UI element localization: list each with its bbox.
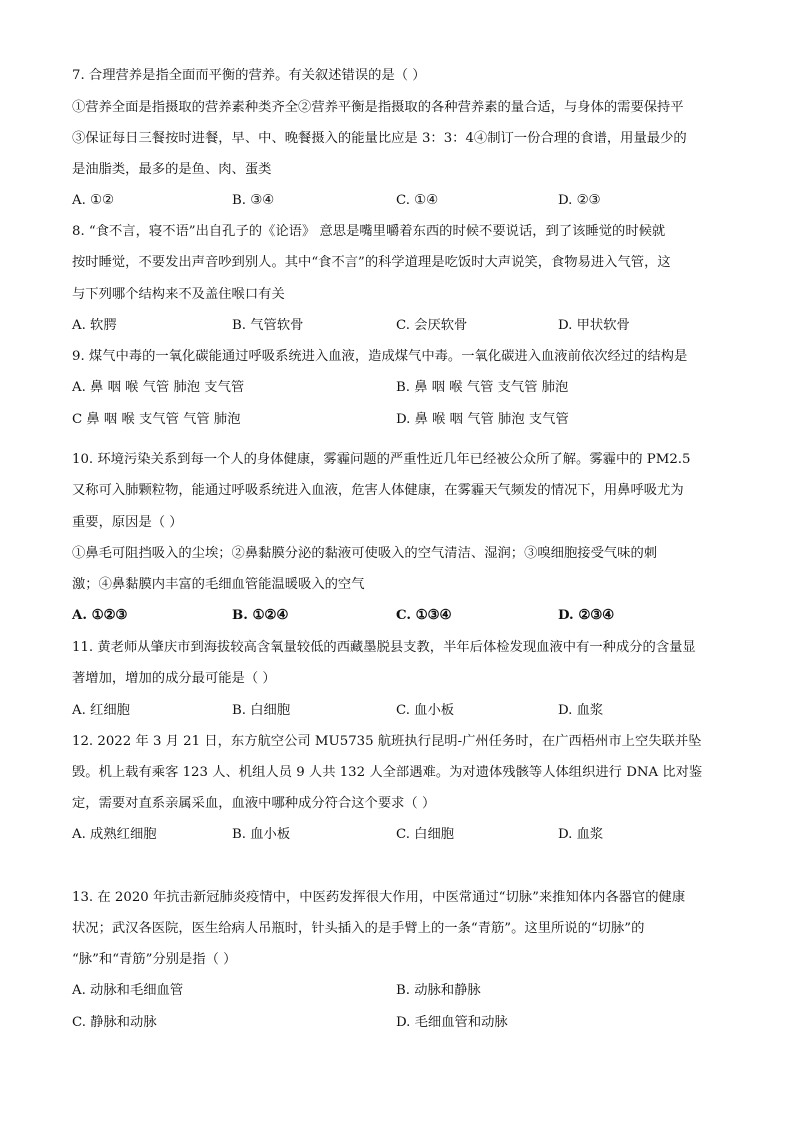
q12-option-b: B. 血小板 bbox=[232, 827, 291, 842]
q9-option-d: D. 鼻 喉 咽 气管 肺泡 支气管 bbox=[396, 412, 569, 427]
q10-option-c: C. ①③④ bbox=[396, 608, 452, 623]
q10-line-4: ①鼻毛可阻挡吸入的尘埃；②鼻黏膜分泌的黏液可使吸入的空气清洁、湿润；③嗅细胞接受气味的刺 bbox=[72, 546, 658, 561]
q9-option-a: A. 鼻 咽 喉 气管 肺泡 支气管 bbox=[72, 380, 245, 395]
q10-line-2: 又称可入肺颗粒物，能通过呼吸系统进入血液，危害人体健康，在雾霾天气频发的情况下，用鼻呼吸尤为 bbox=[72, 483, 684, 498]
q12-option-c: C. 白细胞 bbox=[396, 827, 455, 842]
q9-option-c: C 鼻 咽 喉 支气管 气管 肺泡 bbox=[72, 412, 241, 427]
q8-line-3: 与下列哪个结构来不及盖住喉口有关 bbox=[72, 287, 285, 302]
q8-line-2: 按时睡觉，不要发出声音吵到别人。其中“食不言”的科学道理是吃饭时大声说笑，食物易进入气管，这 bbox=[72, 255, 671, 270]
q13-option-d: D. 毛细血管和动脉 bbox=[396, 1015, 508, 1030]
q10-option-b: B. ①②④ bbox=[232, 608, 289, 623]
q13-option-c: C. 静脉和动脉 bbox=[72, 1015, 157, 1030]
q13-option-b: B. 动脉和静脉 bbox=[396, 983, 481, 998]
q10-line-5: 激；④鼻黏膜内丰富的毛细血管能温暖吸入的空气 bbox=[72, 577, 365, 592]
q7-option-d: D. ②③ bbox=[558, 193, 601, 208]
q12-line-1: 12. 2022 年 3 月 21 日，东方航空公司 MU5735 航班执行昆明-广州任务时，在广西梧州市上空失联并坠 bbox=[72, 734, 702, 749]
q11-option-b: B. 白细胞 bbox=[232, 703, 291, 718]
q7-option-a: A. ①② bbox=[72, 193, 114, 208]
q10-line-1: 10. 环境污染关系到每一个人的身体健康，雾霾问题的严重性近几年已经被公众所了解。雾霾中的 PM2.5 bbox=[72, 452, 691, 467]
q7-line-3: 是油脂类，最多的是鱼、肉、蛋类 bbox=[72, 162, 272, 177]
q8-option-d: D. 甲状软骨 bbox=[558, 318, 630, 333]
q10-option-d: D. ②③④ bbox=[558, 608, 615, 623]
q7-line-1: ①营养全面是指摄取的营养素种类齐全②营养平衡是指摄取的各种营养素的量合适，与身体的需要保持平 bbox=[72, 100, 684, 115]
q8-option-a: A. 软腭 bbox=[72, 318, 117, 333]
q12-line-2: 毁。机上载有乘客 123 人、机组人员 9 人共 132 人全部遇难。为对遗体残骸等人体组织进行 DNA 比对鉴 bbox=[72, 765, 703, 780]
q11-line-1: 11. 黄老师从肇庆市到海拔较高含氧量较低的西藏墨脱县支教，半年后体检发现血液中有一种成分的含量显 bbox=[72, 640, 696, 655]
q13-line-2: 状况；武汉各医院，医生给病人吊瓶时，针头插入的是手臂上的一条“青筋”。这里所说的“切脉”的 bbox=[72, 921, 645, 936]
q7-option-c: C. ①④ bbox=[396, 193, 438, 208]
q10-option-a: A. ①②③ bbox=[72, 608, 128, 623]
q12-option-a: A. 成熟红细胞 bbox=[72, 827, 157, 842]
q8-option-b: B. 气管软骨 bbox=[232, 318, 304, 333]
q9-option-b: B. 鼻 咽 喉 气管 支气管 肺泡 bbox=[396, 380, 569, 395]
q12-line-3: 定，需要对直系亲属采血，血液中哪种成分符合这个要求（ ） bbox=[72, 796, 436, 811]
q7-option-b: B. ③④ bbox=[232, 193, 275, 208]
q11-line-2: 著增加，增加的成分最可能是（ ） bbox=[72, 671, 276, 686]
q7-line-2: ③保证每日三餐按时进餐，早、中、晚餐摄入的能量比应是 3：3：4④制订一份合理的食谱，用量最少的 bbox=[72, 131, 687, 146]
q9-stem: 9. 煤气中毒的一氧化碳能通过呼吸系统进入血液，造成煤气中毒。一氧化碳进入血液前依次经过的结构是 bbox=[72, 349, 688, 364]
q13-line-3: “脉”和“青筋”分别是指（ ） bbox=[72, 952, 237, 967]
q10-line-3: 重要，原因是（ ） bbox=[72, 515, 183, 530]
q11-option-a: A. 红细胞 bbox=[72, 703, 130, 718]
q13-line-1: 13. 在 2020 年抗击新冠肺炎疫情中，中医药发挥很大作用，中医常通过“切脉”来推知体内各器官的健康 bbox=[72, 890, 686, 905]
q8-option-c: C. 会厌软骨 bbox=[396, 318, 468, 333]
q8-line-1: 8. “食不言，寝不语”出自孔子的《论语》 意思是嘴里嚼着东西的时候不要说话，到了该睡觉的时候就 bbox=[72, 224, 666, 239]
q12-option-d: D. 血浆 bbox=[558, 827, 604, 842]
q11-option-c: C. 血小板 bbox=[396, 703, 455, 718]
q13-option-a: A. 动脉和毛细血管 bbox=[72, 983, 184, 998]
q11-option-d: D. 血浆 bbox=[558, 703, 604, 718]
q7-stem: 7. 合理营养是指全面而平衡的营养。有关叙述错误的是（ ） bbox=[72, 68, 426, 83]
